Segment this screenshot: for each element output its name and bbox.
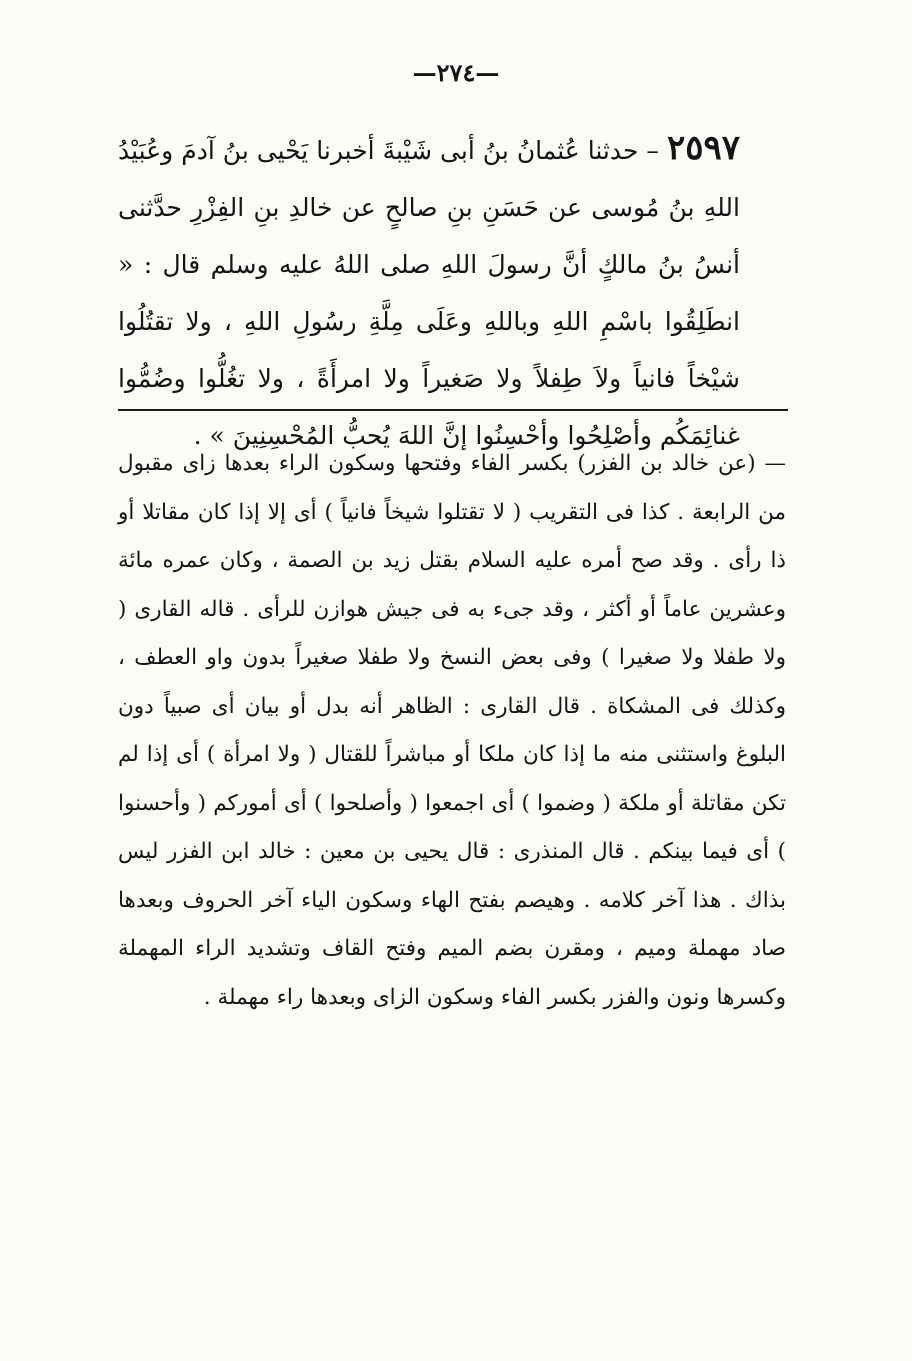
page-number: —٢٧٤— bbox=[412, 58, 500, 87]
hadith-number: ٢٥٩٧ bbox=[666, 128, 740, 168]
hadith-paragraph bbox=[118, 120, 740, 464]
hadith-text: – حدثنا عُثمانُ بنُ أبى شَيْبةَ أخبرنا يَحْيى بنُ آدمَ وعُبَيْدُ اللهِ بنُ مُوسى عن حَسَنِ بنِ صالحٍ عن خالدِ بنِ الفِزْرِ حدَّثنى أنسُ بنُ مالكٍ أنَّ رسولَ اللهِ صلى اللهُ عليه وسلم قال : « انطَلِقُوا باسْمِ اللهِ وباللهِ وعَلَى مِلَّةِ رسُولِ اللهِ ، ولا تقتُلُوا شيْخاً فانياً ولاَ طِفلاً ولا صَغيراً ولا امرأَةً ، ولا تغُلُّوا وضُمُّوا غنائِمَكُم وأصْلِحُوا وأحْسِنُوا إنَّ اللهَ يُحبُّ المُحْسِنِينَ » . bbox=[118, 136, 740, 450]
footnote-divider bbox=[118, 409, 788, 411]
commentary-paragraph: — (عن خالد بن الفزر) بكسر الفاء وفتحها وسكون الراء بعدها زاى مقبول من الرابعة . كذا فى التقريب ( لا تقتلوا شيخاً فانياً ) أى إلا إذا كان مقاتلا أو ذا رأى . وقد صح أمره عليه السلام بقتل زيد بن الصمة ، وكان عمره مائة وعشرين عاماً أو أكثر ، وقد جىء به فى جيش هوازن للرأى . قاله القارى ( ولا طفلا ولا صغيرا ) وفى بعض النسخ ولا طفلا صغيراً بدون واو العطف ، وكذلك فى المشكاة . قال القارى : الظاهر أنه بدل أو بيان أى صبياً دون البلوغ واستثنى منه ما إذا كان ملكا أو مباشراً للقتال ( ولا امرأة ) أى إذا لم تكن مقاتلة أو ملكة ( وضموا ) أى اجمعوا ( وأصلحوا ) أى أموركم ( وأحسنوا ) أى فيما بينكم . قال المنذرى : قال يحيى بن معين : خالد ابن الفزر ليس بذاك . هذا آخر كلامه . وهيصم بفتح الهاء وسكون الياء آخر الحروف وبعدها صاد مهملة وميم ، ومقرن بضم الميم وفتح القاف وتشديد الراء المهملة وكسرها ونون والفزر بكسر الفاء وسكون الزاى وبعدها راء مهملة . bbox=[118, 451, 786, 1010]
